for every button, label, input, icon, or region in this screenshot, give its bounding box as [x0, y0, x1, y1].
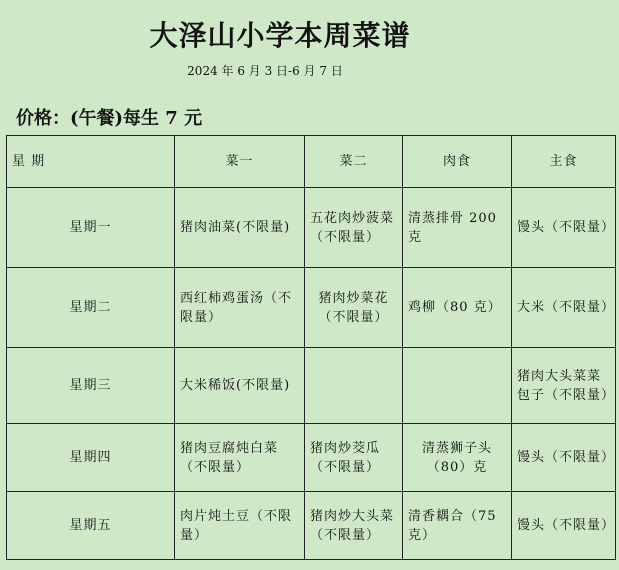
day-cell: 星期二 [7, 268, 175, 348]
table-row [7, 188, 616, 268]
table-row [7, 492, 616, 560]
meat-cell: 鸡柳（80 克） [403, 268, 512, 348]
meat-cell: 清香耦合（75 克） [403, 492, 512, 560]
dish1-cell: 西红柿鸡蛋汤（不限量） [175, 268, 305, 348]
weekly-menu-table [6, 135, 616, 560]
weekday-header: 星 期 [7, 136, 175, 188]
dish2-cell [305, 348, 403, 424]
dish1-cell: 猪肉豆腐炖白菜（不限量） [175, 424, 305, 492]
dish1-cell: 猪肉油菜(不限量) [175, 188, 305, 268]
staple-cell: 大米（不限量） [512, 268, 616, 348]
dish2-cell: 猪肉炒大头菜（不限量） [305, 492, 403, 560]
staple-cell: 馒头（不限量） [512, 492, 616, 560]
header-row [7, 136, 616, 188]
dish1-cell: 大米稀饭(不限量) [175, 348, 305, 424]
price-line: 价格：(午餐)每生 7 元 [16, 108, 203, 129]
menu-title: 大泽山小学本周菜谱 [149, 19, 411, 52]
day-cell: 星期四 [7, 424, 175, 492]
dish2-header: 菜二 [305, 136, 403, 188]
staple-cell: 猪肉大头菜菜包子（不限量） [512, 348, 616, 424]
table-row [7, 424, 616, 492]
day-cell: 星期一 [7, 188, 175, 268]
staple-header: 主食 [512, 136, 616, 188]
dish2-cell: 猪肉炒茭瓜（不限量） [305, 424, 403, 492]
staple-cell: 馒头（不限量） [512, 424, 616, 492]
day-cell: 星期三 [7, 348, 175, 424]
table-row [7, 348, 616, 424]
dish1-cell: 肉片炖土豆（不限量） [175, 492, 305, 560]
dish2-cell: 五花肉炒菠菜（不限量） [305, 188, 403, 268]
date-range: 2024 年 6 月 3 日-6 月 7 日 [187, 64, 343, 78]
meat-cell [403, 348, 512, 424]
dish2-cell: 猪肉炒菜花（不限量） [305, 268, 403, 348]
meat-cell: 清蒸排骨 200 克 [403, 188, 512, 268]
day-cell: 星期五 [7, 492, 175, 560]
dish1-header: 菜一 [175, 136, 305, 188]
table-row [7, 268, 616, 348]
meat-cell: 清蒸狮子头（80）克 [403, 424, 512, 492]
staple-cell: 馒头（不限量） [512, 188, 616, 268]
meat-header: 肉食 [403, 136, 512, 188]
